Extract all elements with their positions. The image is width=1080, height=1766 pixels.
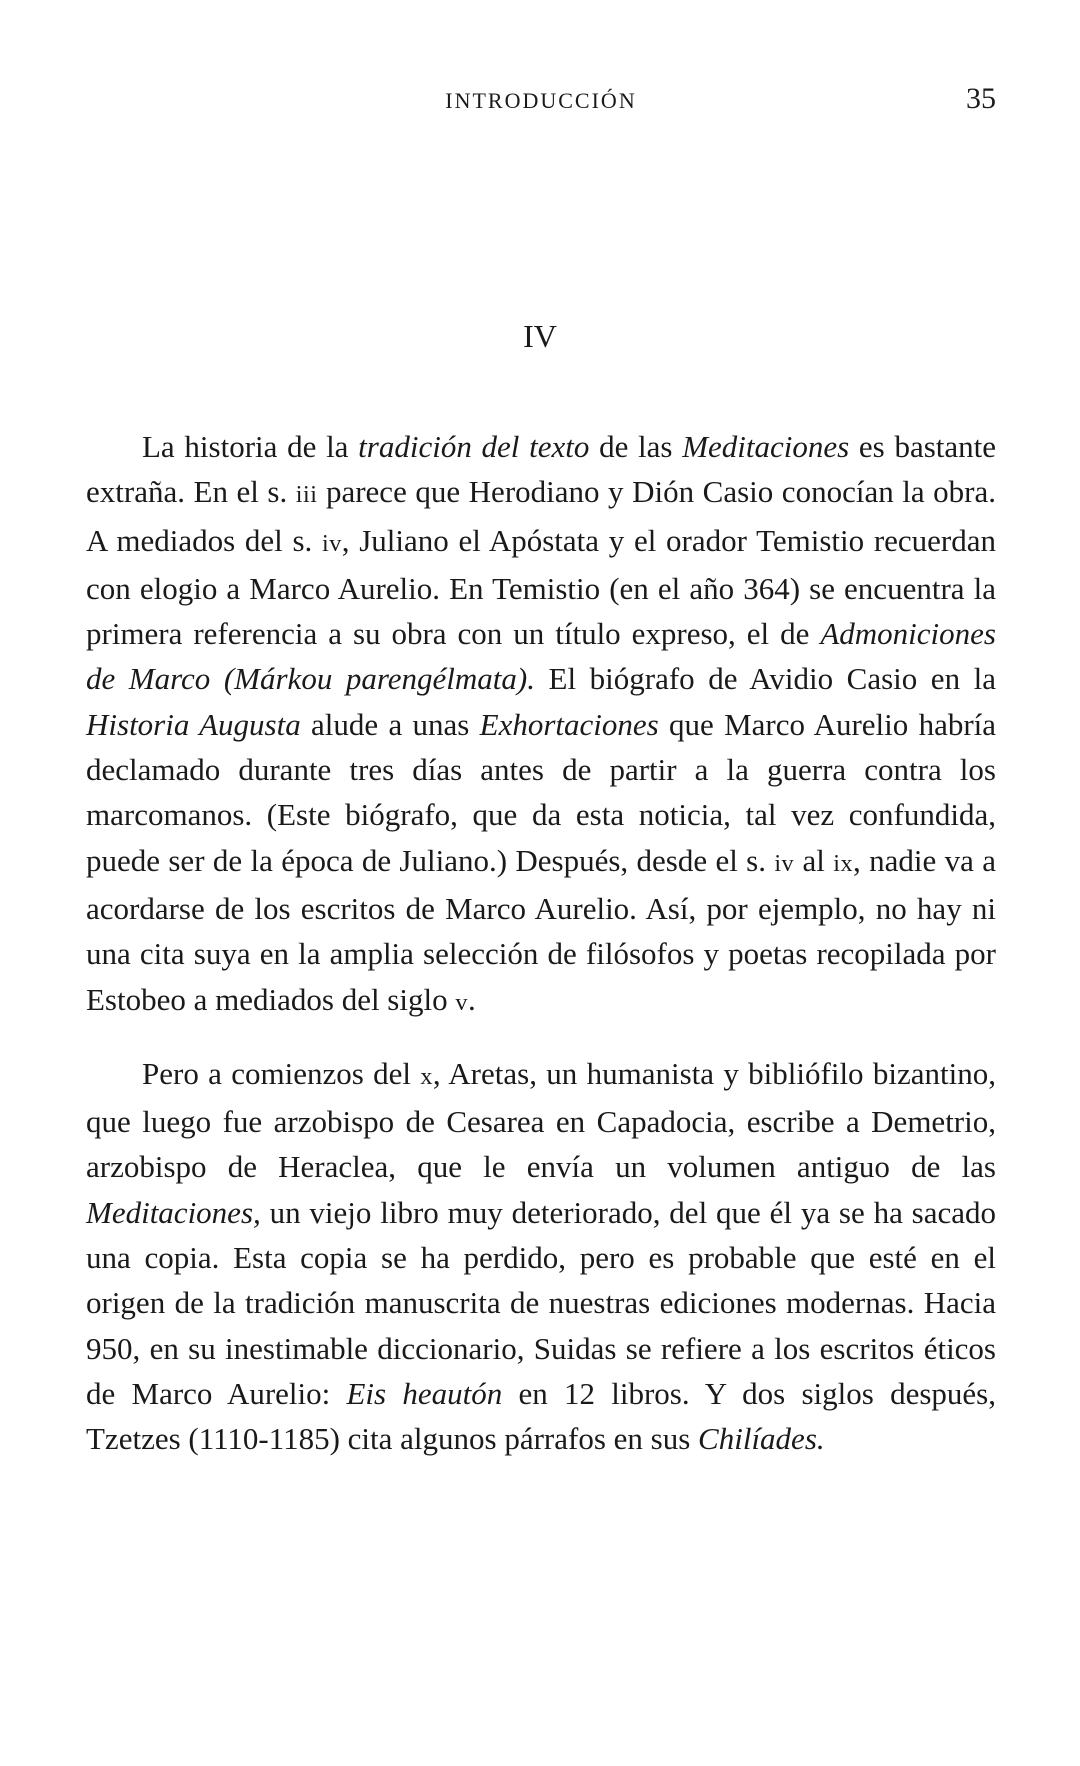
century-numeral: iv — [321, 529, 342, 557]
text-run: , Juliano el Apóstata y el orador Temistio recuerdan con elogio a Marco Aurelio. En Temistio (en el año 364) se encuentra la primera referencia a su obra con un título expreso, el de — [86, 522, 997, 652]
text-run: en 12 libros. Y dos siglos después, Tzetzes (1110-1185) cita algunos párrafos en sus — [86, 1375, 996, 1457]
paragraph-2 — [86, 1051, 996, 1462]
page-number: 35 — [966, 82, 996, 115]
text-run: . — [467, 981, 476, 1017]
italic-run: Eis heautón — [346, 1375, 503, 1411]
italic-run: Historia Augusta — [86, 706, 301, 742]
paragraph-1 — [86, 424, 996, 1025]
century-numeral: iii — [295, 481, 318, 509]
text-run: alude a unas — [300, 706, 480, 742]
running-head — [86, 82, 996, 122]
text-run: parece que Herodiano y Dión Casio conocían la obra. A mediados del s. — [86, 474, 996, 558]
running-title: INTRODUCCIÓN — [445, 88, 637, 113]
century-numeral: ix — [833, 849, 854, 877]
italic-run: Admoniciones de Marco (Márkou parengélmata). — [86, 616, 996, 697]
text-run: , Aretas, un humanista y bibliófilo bizantino, que luego fue arzobispo de Cesarea en Capadocia, escribe a Demetrio, arzobispo de Heraclea, que le envía un volumen antiguo de las — [86, 1055, 996, 1185]
italic-run: tradición del texto — [358, 429, 590, 464]
century-numeral: v — [455, 988, 468, 1016]
section-number: IV — [523, 318, 557, 354]
italic-run: Meditaciones — [682, 429, 850, 464]
italic-run: Meditaciones, — [86, 1194, 261, 1230]
text-run: un viejo libro muy deteriorado, del que él ya se ha sacado una copia. Esta copia se ha perdido, pero es probable que esté en el origen de la tradición manuscrita de nuestras ediciones modernas. Hacia 950, en su inestimable diccionario, Suidas se refiere a los escritos éticos de Marco Aurelio: — [86, 1194, 996, 1411]
text-run: , nadie va a acordarse de los escritos de Marco Aurelio. Así, por ejemplo, no hay ni una cita suya en la amplia selección de filósofos y poetas recopilada por Estobeo a mediados del siglo — [86, 842, 996, 1017]
text-run: que Marco Aurelio habría declamado durante tres días antes de partir a la guerra contra los marcomanos. (Este biógrafo, que da esta noticia, tal vez confundida, puede ser de la época de Juliano.) Después, desde el s. — [86, 706, 997, 878]
body-text — [86, 424, 996, 1462]
text-run: El biógrafo de Avidio Casio en la — [534, 661, 996, 697]
italic-run: Exhortaciones — [479, 706, 659, 742]
text-run: de las — [589, 429, 683, 464]
century-numeral: x — [420, 1062, 433, 1090]
text-run: es bastante extraña. En el s. — [86, 429, 997, 510]
italic-run: Chilíades. — [698, 1421, 825, 1457]
text-run: La historia de la — [142, 429, 359, 464]
century-numeral: iv — [774, 849, 795, 877]
text-run: Pero a comienzos del — [142, 1055, 421, 1091]
text-run: al — [794, 842, 834, 878]
